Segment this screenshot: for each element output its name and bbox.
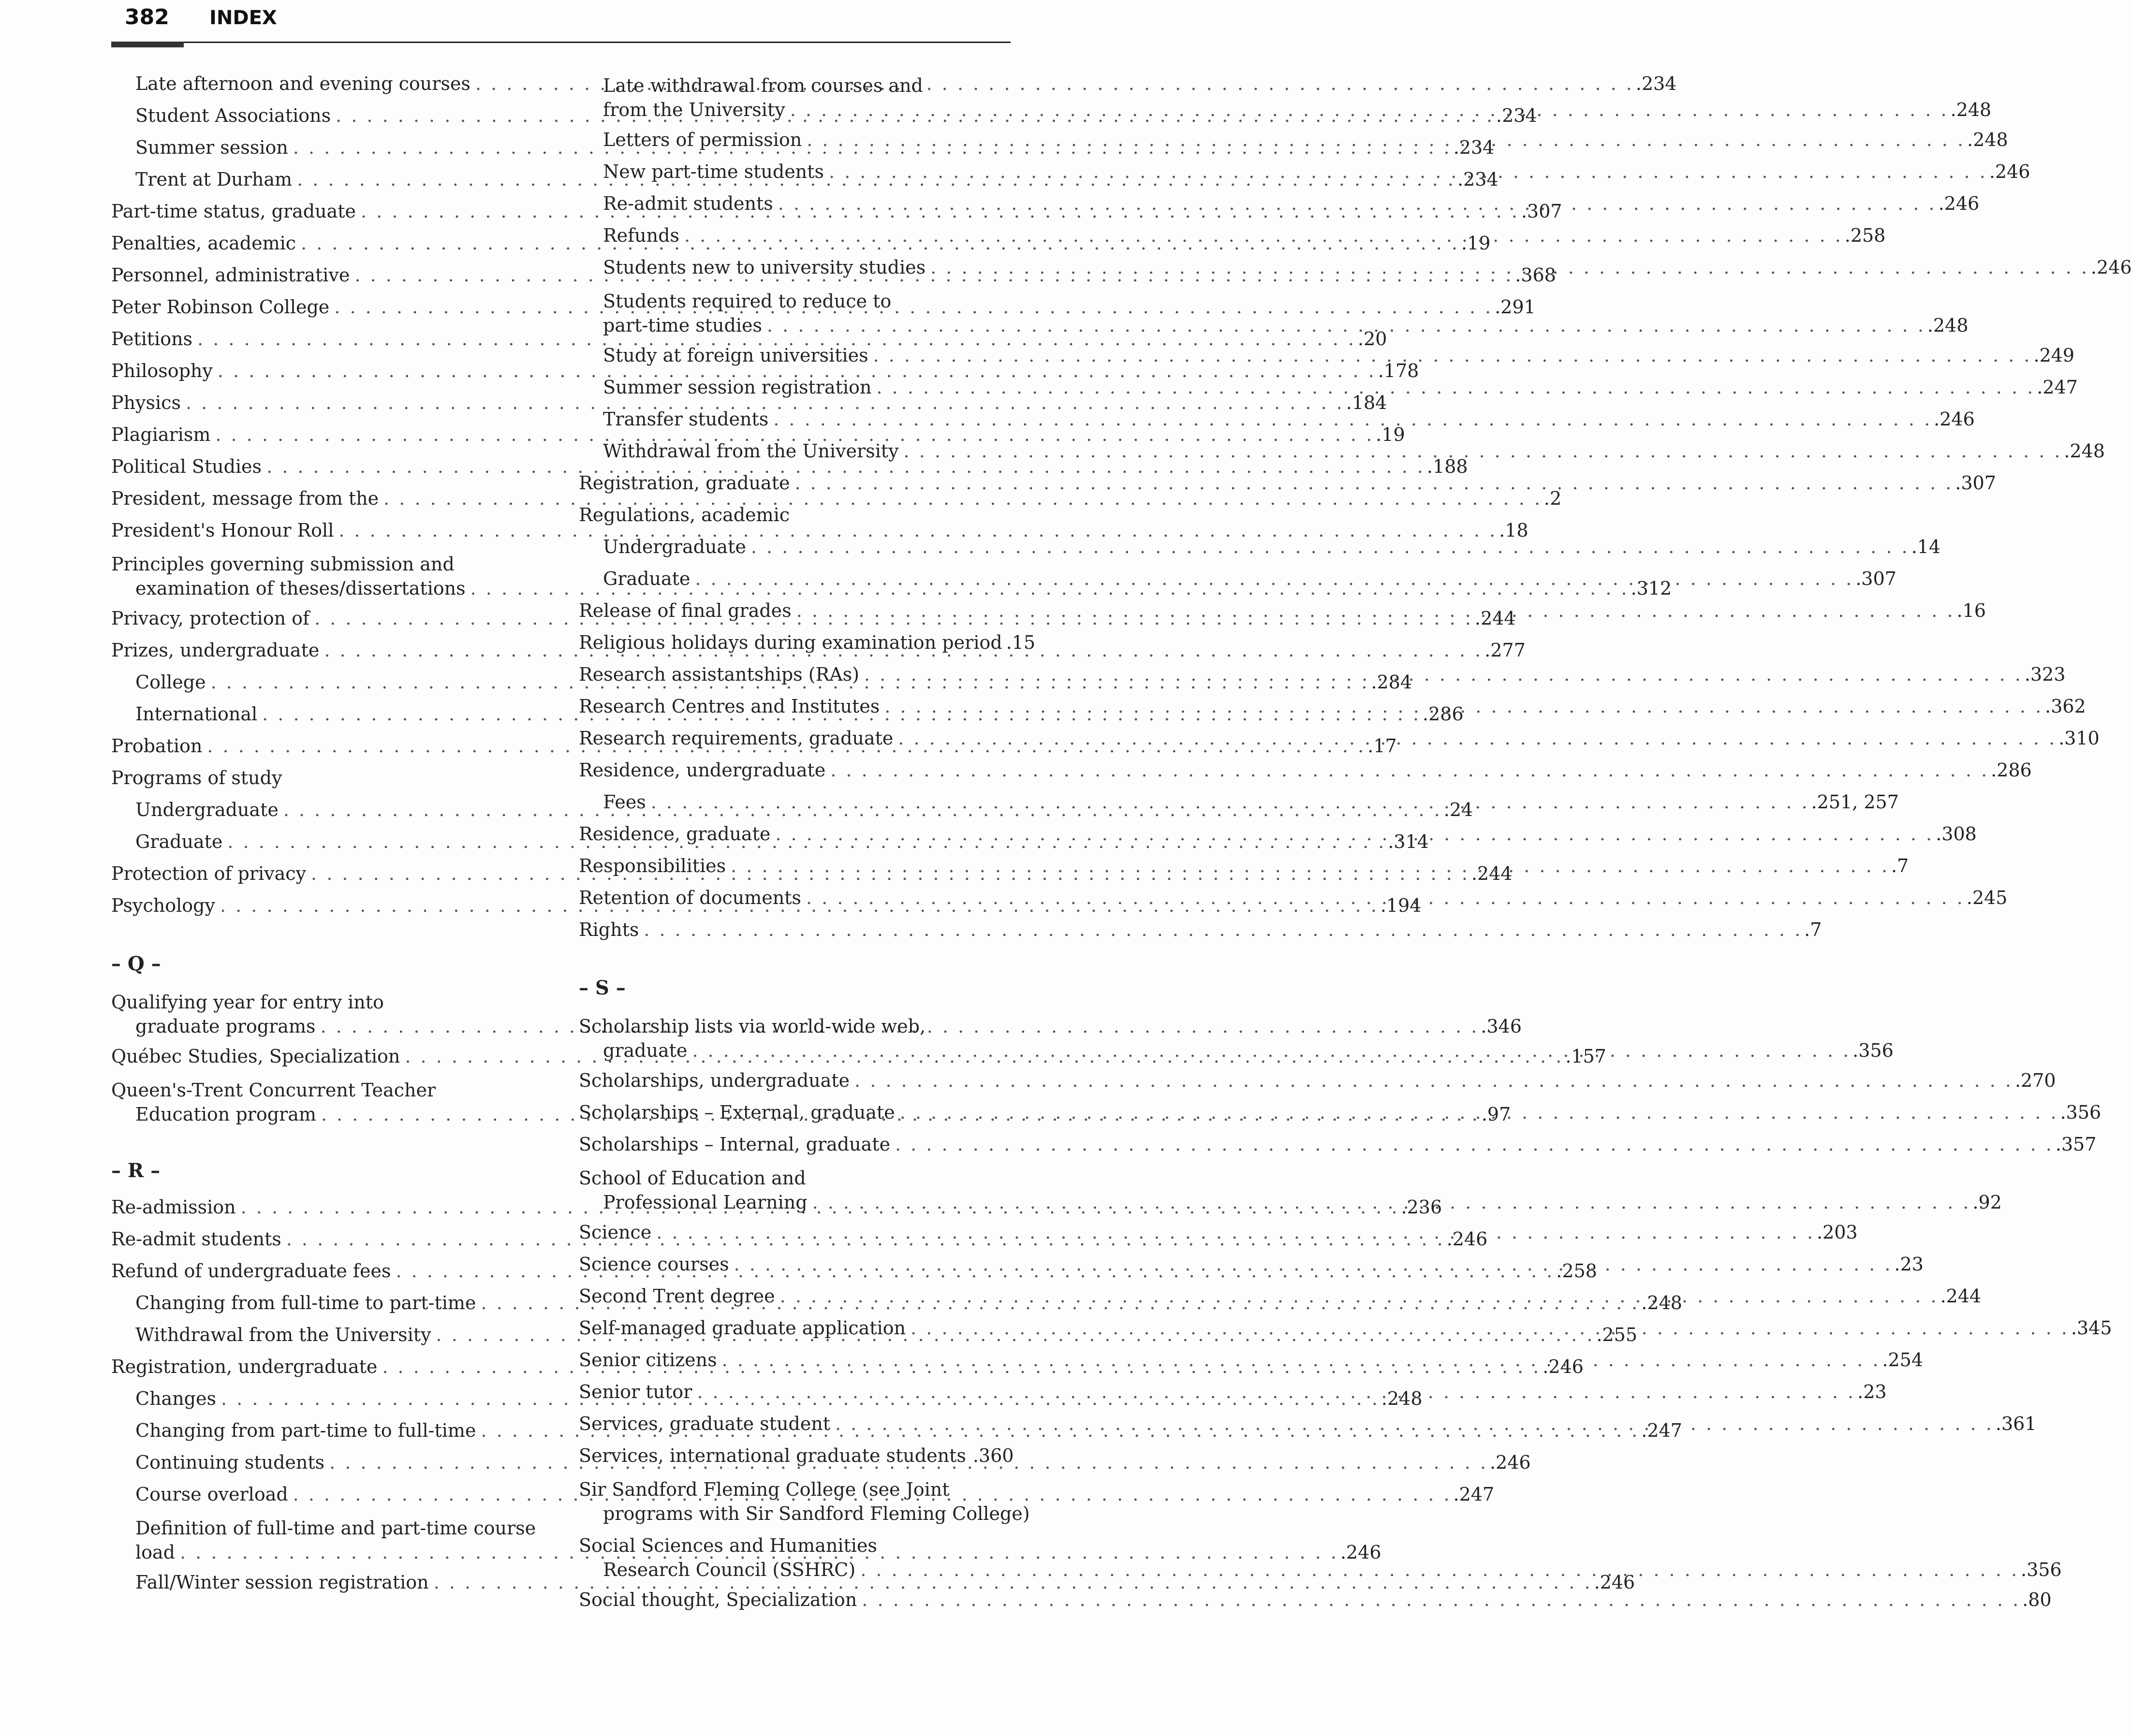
dot-leader	[794, 467, 1953, 499]
entry-page: .314	[1388, 831, 1429, 852]
entry-page: .246	[1934, 408, 1975, 430]
entry-term-line2-row	[579, 1502, 1030, 1526]
entry-page: .310	[2058, 728, 2100, 749]
entry-term: Petitions	[111, 328, 193, 350]
entry-page: .194	[1380, 895, 1422, 916]
entry-term: Research requirements, graduate	[579, 728, 894, 749]
entry-page: .248	[1381, 1388, 1423, 1409]
entry-page: .246	[1989, 161, 2030, 182]
entry-term: Psychology	[111, 895, 215, 916]
entry-term: Changes	[135, 1388, 216, 1409]
entry-page: .20	[1357, 328, 1387, 350]
entry-term: Scholarships, undergraduate	[579, 1070, 850, 1091]
index-entry	[579, 754, 2032, 786]
entry-term-line2: graduate	[603, 1040, 688, 1061]
dot-leader	[778, 188, 1937, 219]
entry-term: Residence, undergraduate	[579, 759, 826, 781]
dot-leader	[656, 1216, 1815, 1248]
header-rule	[111, 42, 1011, 43]
entry-term: Regulations, academic	[579, 504, 790, 525]
entry-term-line1: Qualifying year for entry into	[111, 992, 384, 1013]
entry-term-line1: Sir Sandford Fleming College (see Joint	[579, 1479, 950, 1500]
dot-leader	[911, 1312, 2069, 1344]
entry-term: Fall/Winter session registration	[135, 1572, 429, 1593]
entry-page: .184	[1346, 392, 1387, 413]
entry-term: Scholarships – Internal, graduate	[579, 1134, 890, 1155]
entry-term: Probation	[111, 735, 203, 757]
entry-term: Senior citizens	[579, 1349, 717, 1371]
entry-page: .361	[1995, 1413, 2037, 1434]
entry-page: .284	[1371, 671, 1412, 693]
index-entry	[579, 914, 1822, 946]
entry-term: Rights	[579, 919, 639, 940]
entry-term-line2: graduate programs	[135, 1016, 316, 1037]
entry-term: Summer session registration	[603, 377, 872, 398]
entry-page: .234	[1453, 137, 1495, 158]
dot-leader	[775, 818, 1934, 850]
entry-term: Science courses	[579, 1254, 729, 1275]
dot-leader	[767, 313, 1926, 337]
entry-page: .286	[1422, 703, 1464, 725]
entry-page: .246	[1446, 1228, 1488, 1250]
entry-page: .234	[1635, 73, 1677, 94]
entry-term: Registration, undergraduate	[111, 1356, 378, 1377]
dot-leader	[876, 371, 2035, 403]
index-entry-multiline	[579, 1472, 1030, 1528]
index-entry	[579, 1128, 2097, 1160]
entry-term-line2-row	[603, 313, 1969, 337]
dot-leader	[930, 251, 2089, 283]
entry-term-line1: Definition of full-time and part-time course	[135, 1517, 536, 1539]
entry-term: Second Trent degree	[579, 1285, 775, 1307]
entry-page: .248	[1927, 315, 1969, 336]
entry-page: .254	[1882, 1349, 1924, 1371]
dot-leader	[835, 1408, 1994, 1440]
entry-term: Services, graduate student	[579, 1413, 830, 1434]
entry-page: .15	[1006, 632, 1036, 653]
entry-term-line2: programs with Sir Sandford Fleming College)	[603, 1503, 1030, 1524]
entry-page: .244	[1474, 608, 1516, 629]
entry-page: .248	[2064, 440, 2105, 462]
letter-heading: – R –	[111, 1159, 161, 1182]
entry-term: Continuing students	[135, 1452, 325, 1473]
dot-leader	[854, 1065, 2013, 1096]
entry-term: Self-managed graduate application	[579, 1317, 906, 1339]
entry-page: .19	[1461, 233, 1491, 254]
entry-page: .291	[1495, 296, 1536, 318]
entry-term: Research Centres and Institutes	[579, 696, 880, 717]
dot-leader	[722, 1344, 1881, 1376]
entry-term: Privacy, protection of	[111, 608, 310, 629]
index-entry	[579, 1065, 2056, 1096]
entry-term-line2: examination of theses/dissertations	[135, 578, 466, 599]
entry-term: Social thought, Specialization	[579, 1589, 857, 1610]
entry-term: Release of final grades	[579, 600, 792, 621]
entry-term-line2: from the University	[603, 99, 785, 120]
entry-page: .248	[1967, 129, 2008, 150]
dot-leader	[773, 403, 1932, 435]
entry-term: Penalties, academic	[111, 233, 296, 254]
entry-page: .312	[1631, 578, 1672, 599]
dot-leader	[898, 722, 2057, 754]
entry-page: .356	[2020, 1559, 2062, 1580]
section-title: INDEX	[209, 7, 277, 29]
entry-page: .23	[1894, 1254, 1924, 1275]
entry-page: .249	[2033, 345, 2074, 366]
entry-page: .307	[1521, 201, 1562, 222]
entry-page: .17	[1367, 735, 1397, 757]
letter-heading: – S –	[579, 977, 626, 999]
dot-leader	[900, 1096, 2058, 1128]
entry-page: .251, 257	[1811, 791, 1899, 813]
page-number: 382	[125, 5, 169, 29]
entry-page: .255	[1596, 1324, 1637, 1345]
index-entry	[111, 762, 533, 794]
entry-term-line1: Social Sciences and Humanities	[579, 1535, 877, 1556]
dot-leader	[829, 156, 1987, 188]
index-entry	[579, 1440, 1014, 1472]
index-entry	[579, 531, 1941, 563]
entry-term: Transfer students	[603, 408, 769, 430]
entry-page: .258	[1844, 225, 1886, 246]
entry-term: Responsibilities	[579, 855, 726, 876]
entry-term-line1: Students required to reduce to	[603, 291, 892, 312]
entry-term: Student Associations	[135, 105, 331, 126]
entry-term: Science	[579, 1222, 652, 1243]
dot-leader	[864, 658, 2023, 690]
dot-leader	[884, 690, 2043, 722]
entry-term: Trent at Durham	[135, 169, 293, 190]
index-entry	[579, 467, 1996, 499]
entry-page: .246	[1938, 193, 1980, 214]
dot-leader	[651, 786, 1809, 818]
entry-term: Services, international graduate students	[579, 1445, 966, 1466]
entry-page: .246	[1489, 1452, 1531, 1473]
entry-page: .362	[2045, 696, 2086, 717]
entry-page: .356	[2060, 1102, 2102, 1123]
entry-page: .356	[1853, 1040, 1894, 1061]
entry-term: Plagiarism	[111, 424, 211, 445]
entry-term-line1: Scholarship lists via world-wide web,	[579, 1016, 926, 1037]
dot-leader	[862, 1584, 2020, 1616]
entry-term: Re-admit students	[603, 193, 773, 214]
entry-page: .307	[1955, 472, 1996, 494]
entry-term: Students new to university studies	[603, 257, 926, 278]
entry-term-line1: Late withdrawal from courses and	[603, 75, 923, 96]
entry-term: Research assistantships (RAs)	[579, 664, 859, 685]
entry-term: Refunds	[603, 225, 679, 246]
entry-term: Religious holidays during examination period	[579, 632, 1002, 653]
dot-leader	[695, 563, 1853, 595]
entry-term-line2: Professional Learning	[603, 1192, 808, 1213]
entry-page: .345	[2071, 1317, 2112, 1339]
entry-page: .234	[1457, 169, 1499, 190]
entry-term: Withdrawal from the University	[603, 440, 899, 462]
entry-page: .346	[1481, 1016, 1522, 1037]
entry-page: .2	[1544, 488, 1562, 509]
entry-page: .16	[1956, 600, 1986, 621]
entry-term-line2: Research Council (SSHRC)	[603, 1559, 856, 1580]
dot-leader	[684, 219, 1843, 251]
entry-term: Scholarships – External, graduate	[579, 1102, 895, 1123]
index-entry	[579, 499, 1000, 531]
entry-page: .7	[1804, 919, 1822, 940]
entry-term-line2: load	[135, 1542, 176, 1563]
entry-term-line1: Principles governing submission and	[111, 554, 455, 575]
entry-term: Summer session	[135, 137, 288, 158]
entry-page: .92	[1972, 1192, 2002, 1213]
entry-term: Changing from part-time to full-time	[135, 1420, 476, 1441]
header-bar	[111, 42, 184, 47]
entry-page: .277	[1485, 640, 1526, 661]
entry-page: .307	[1855, 568, 1897, 589]
dot-leader	[796, 595, 1955, 627]
letter-heading: – Q –	[111, 952, 161, 975]
entry-term: Undergraduate	[603, 536, 746, 557]
entry-term: College	[135, 671, 206, 693]
entry-page: .234	[1496, 105, 1537, 126]
entry-term: Senior tutor	[579, 1381, 692, 1402]
entry-page: .246	[2090, 257, 2132, 278]
entry-term: Letters of permission	[603, 129, 802, 150]
entry-term: Peter Robinson College	[111, 296, 330, 318]
entry-term: Fees	[603, 791, 646, 813]
entry-page: .244	[1940, 1285, 1982, 1307]
entry-term: Registration, graduate	[579, 472, 790, 494]
dot-leader	[734, 1248, 1893, 1280]
index-entry	[579, 1584, 2052, 1616]
entry-term: Late afternoon and evening courses	[135, 73, 471, 94]
dot-leader	[904, 435, 2062, 467]
entry-term: Part-time status, graduate	[111, 201, 356, 222]
entry-term-line2-row	[579, 1558, 2062, 1582]
dot-leader	[751, 531, 1910, 563]
entry-page: .247	[1641, 1420, 1682, 1441]
entry-page: .308	[1936, 823, 1977, 845]
dot-leader	[697, 1376, 1855, 1408]
entry-term: Undergraduate	[135, 799, 279, 820]
entry-term: Retention of documents	[579, 887, 801, 908]
entry-page: .248	[1950, 99, 1992, 120]
entry-page: .258	[1556, 1260, 1597, 1282]
entry-page: .23	[1857, 1381, 1887, 1402]
entry-page: .24	[1443, 799, 1473, 820]
dot-leader	[780, 1280, 1939, 1312]
dot-leader	[731, 850, 1889, 882]
entry-term: Personnel, administrative	[111, 264, 350, 286]
entry-page: .244	[1471, 863, 1513, 884]
entry-term: Graduate	[135, 831, 223, 852]
entry-page: .157	[1565, 1046, 1606, 1067]
entry-page: .188	[1426, 456, 1468, 477]
entry-term: New part-time students	[603, 161, 824, 182]
dot-leader	[873, 339, 2032, 371]
entry-page: .236	[1401, 1196, 1442, 1218]
entry-term: Changing from full-time to part-time	[135, 1292, 476, 1313]
entry-term: President's Honour Roll	[111, 520, 334, 541]
entry-page: .80	[2022, 1589, 2052, 1610]
entry-term: Re-admission	[111, 1196, 236, 1218]
entry-term: Study at foreign universities	[603, 345, 868, 366]
entry-page: .97	[1481, 1104, 1511, 1125]
entry-page: .178	[1378, 360, 1419, 381]
entry-page: .360	[972, 1445, 1014, 1466]
entry-page: .246	[1594, 1572, 1635, 1593]
entry-page: .246	[1340, 1542, 1382, 1563]
entry-page: .323	[2024, 664, 2066, 685]
entry-term: Philosophy	[111, 360, 213, 381]
entry-term: Québec Studies, Specialization	[111, 1046, 400, 1067]
entry-page: .246	[1543, 1356, 1584, 1377]
entry-term: Re-admit students	[111, 1228, 281, 1250]
dot-leader	[692, 1038, 1851, 1063]
entry-page: .357	[2055, 1134, 2097, 1155]
entry-page: .247	[1453, 1484, 1495, 1505]
entry-page: .270	[2014, 1070, 2056, 1091]
entry-page: .368	[1515, 264, 1556, 286]
entry-page: .19	[1376, 424, 1405, 445]
entry-term-line2: part-time studies	[603, 315, 762, 336]
entry-term: President, message from the	[111, 488, 379, 509]
entry-term: Prizes, undergraduate	[111, 640, 320, 661]
entry-term-line1: School of Education and	[579, 1167, 806, 1189]
dot-leader	[812, 1190, 1971, 1214]
entry-page: .245	[1966, 887, 2008, 908]
entry-page: .7	[1891, 855, 1909, 876]
dot-leader	[806, 882, 1965, 914]
entry-page: .248	[1641, 1292, 1682, 1313]
dot-leader	[895, 1128, 2054, 1160]
dot-leader	[790, 98, 1949, 122]
entry-term: Residence, graduate	[579, 823, 771, 845]
entry-term-line1: Queen's-Trent Concurrent Teacher	[111, 1080, 436, 1101]
entry-term: Refund of undergraduate fees	[111, 1260, 391, 1282]
dot-leader	[644, 914, 1802, 946]
entry-page: .286	[1991, 759, 2032, 781]
entry-term: Political Studies	[111, 456, 262, 477]
index-entry	[579, 627, 1036, 658]
entry-page: .203	[1817, 1222, 1858, 1243]
entry-term-line2: Education program	[135, 1104, 316, 1125]
dot-leader	[807, 124, 1965, 156]
entry-term: Withdrawal from the University	[135, 1324, 431, 1345]
entry-term: Physics	[111, 392, 181, 413]
entry-page: .247	[2037, 377, 2078, 398]
entry-term: Programs of study	[111, 767, 282, 788]
entry-term: Protection of privacy	[111, 863, 307, 884]
dot-leader	[860, 1558, 2019, 1582]
entry-term: Course overload	[135, 1484, 288, 1505]
entry-term: Graduate	[603, 568, 691, 589]
dot-leader	[830, 754, 1989, 786]
entry-term: International	[135, 703, 258, 725]
entry-page: .18	[1499, 520, 1529, 541]
entry-page: .14	[1911, 536, 1941, 557]
